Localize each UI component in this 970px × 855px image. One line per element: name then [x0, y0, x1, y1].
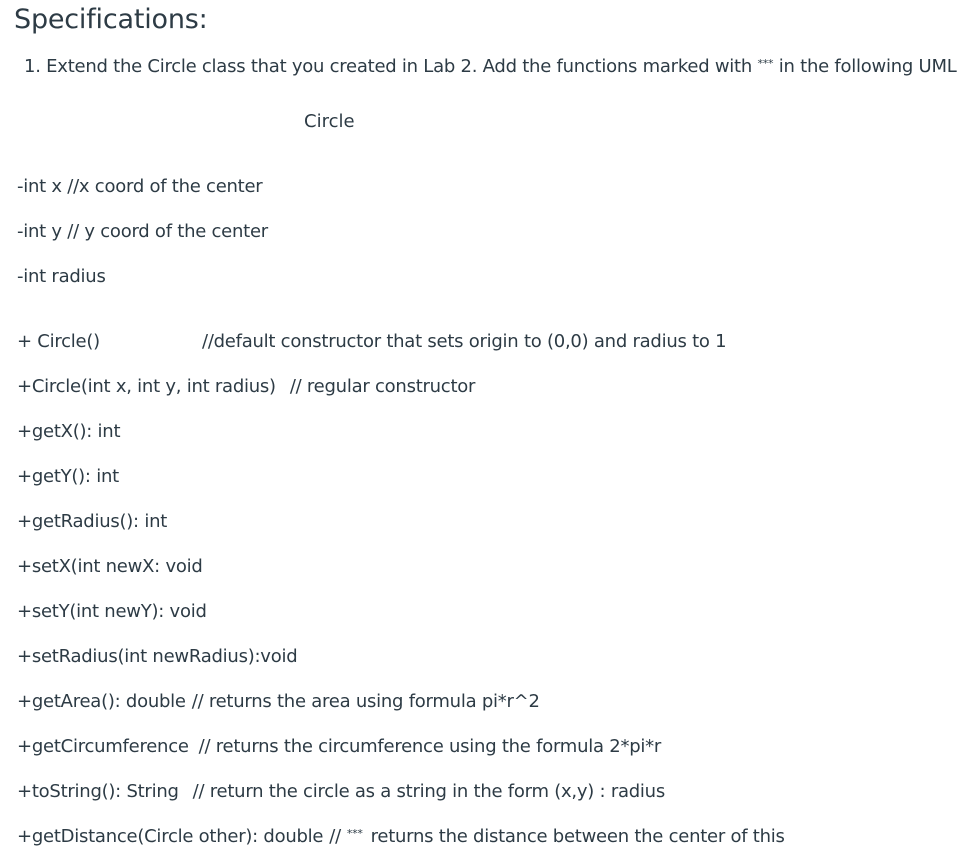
uml-method: [17, 826, 785, 847]
method-signature: +getCircumference: [17, 736, 189, 757]
uml-method: [17, 556, 203, 577]
spec-item-1: [24, 56, 957, 77]
method-signature: +setRadius(int newRadius):void: [17, 646, 298, 667]
method-signature: +toString(): String: [17, 781, 179, 802]
method-comment-after: returns the distance between the center of this: [370, 826, 785, 847]
uml-class-name: Circle: [304, 111, 355, 132]
method-comment: //: [329, 826, 341, 847]
uml-attribute: -int x //x coord of the center: [17, 176, 263, 197]
method-signature: + Circle(): [17, 331, 100, 352]
uml-method: [17, 421, 120, 442]
method-signature: +setX(int newX: void: [17, 556, 203, 577]
uml-method: [17, 466, 119, 487]
spec-text: Extend the Circle class that you created in Lab 2. Add the functions marked with: [46, 56, 753, 77]
spec-text-after: in the following UML: [778, 56, 957, 77]
method-comment: // return the circle as a string in the form (x,y) : radius: [192, 781, 665, 802]
page-heading: Specifications:: [14, 4, 208, 35]
uml-method: [17, 331, 726, 352]
method-signature: +getRadius(): int: [17, 511, 168, 532]
method-signature: +getX(): int: [17, 421, 121, 442]
method-signature: +getY(): int: [17, 466, 119, 487]
method-signature: +setY(int newY): void: [17, 601, 207, 622]
method-comment: // returns the area using formula pi*r^2: [191, 691, 540, 712]
uml-method: [17, 601, 207, 622]
method-signature: +getDistance(Circle other): double: [17, 826, 324, 847]
method-comment: //default constructor that sets origin to (0,0) and radius to 1: [202, 331, 727, 352]
spec-marker: ***: [757, 57, 774, 70]
uml-method: [17, 736, 661, 757]
uml-attribute: -int radius: [17, 266, 106, 287]
method-signature: +Circle(int x, int y, int radius): [17, 376, 276, 397]
uml-method: [17, 646, 297, 667]
uml-method: [17, 376, 475, 397]
method-marker: ***: [346, 827, 363, 840]
uml-attribute: -int y // y coord of the center: [17, 221, 268, 242]
uml-method: [17, 511, 167, 532]
method-comment: // regular constructor: [289, 376, 476, 397]
method-signature: +getArea(): double: [17, 691, 186, 712]
method-comment: // returns the circumference using the formula 2*pi*r: [198, 736, 662, 757]
uml-method: [17, 691, 540, 712]
spec-number: 1.: [24, 56, 41, 77]
uml-method: [17, 781, 665, 802]
